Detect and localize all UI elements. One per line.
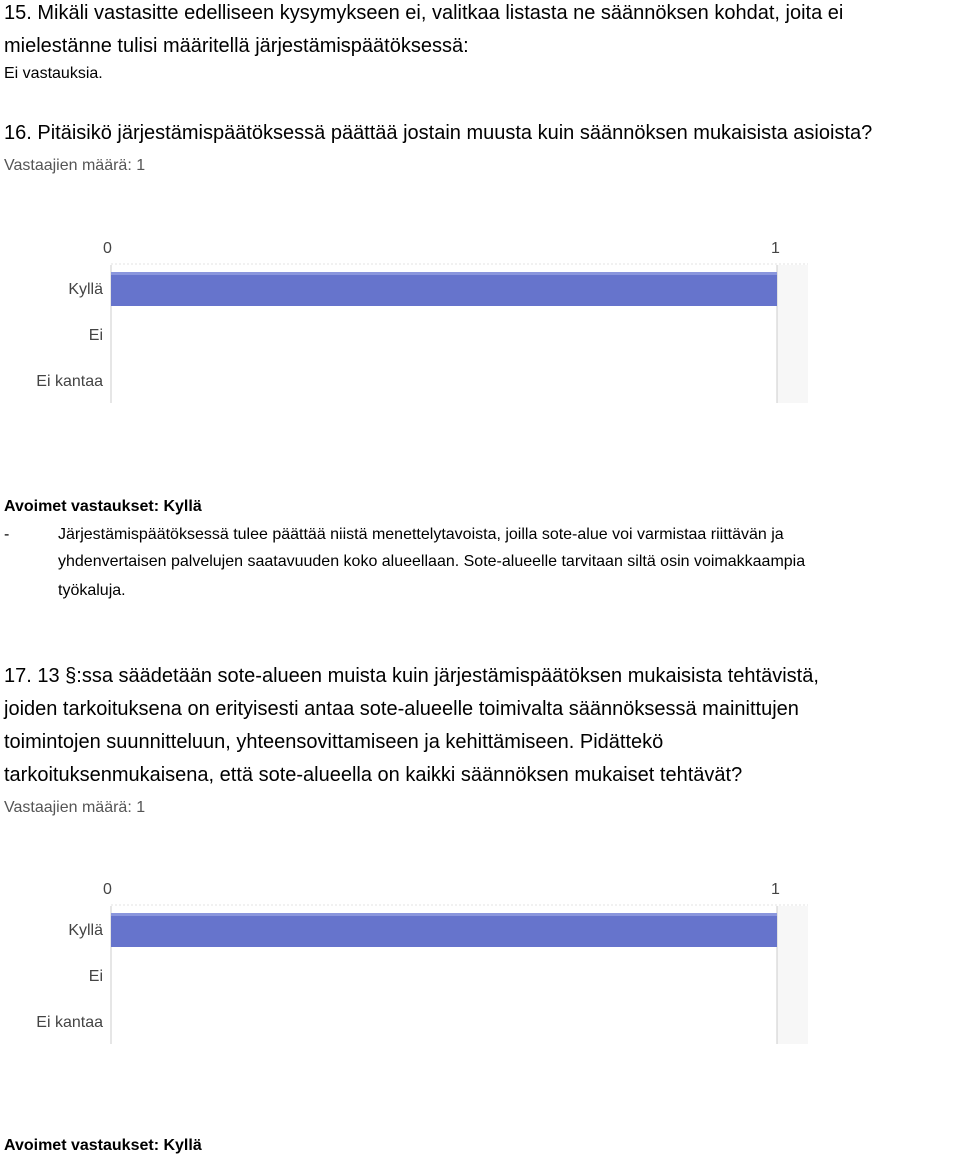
x-tick-label: 1 [771, 881, 780, 898]
y-category-label: Ei [88, 327, 103, 344]
q16-respondents: Vastaajien määrä: 1 [4, 157, 146, 174]
q16-open-answer-line: työkaluja. [58, 582, 126, 599]
y-category-label: Kyllä [68, 922, 103, 939]
x-tick-label: 0 [103, 881, 112, 898]
q17-title-line1: 17. 13 §:ssa säädetään sote-alueen muista kuin järjestämispäätöksen mukaisista tehtävistä, [4, 665, 819, 687]
q16-open-answer-line: Järjestämispäätöksessä tulee päättää niistä menettelytavoista, joilla sote-alue voi varmistaa riittävän ja [58, 526, 784, 543]
q16-open-answers-heading: Avoimet vastaukset: Kyllä [4, 498, 202, 515]
q17-open-answers-heading: Avoimet vastaukset: Kyllä [4, 1137, 202, 1154]
q17-title-line3: toimintojen suunnitteluun, yhteensovittamiseen ja kehittämiseen. Pidättekö [4, 731, 664, 753]
q15-title-line2: mielestänne tulisi määritellä järjestämispäätöksessä: [4, 35, 469, 57]
q17-title-line2: joiden tarkoituksena on erityisesti antaa sote-alueelle toimivalta säännöksessä mainittujen [4, 698, 799, 720]
y-category-label: Ei kantaa [36, 1014, 103, 1031]
q16-title: 16. Pitäisikö järjestämispäätöksessä päättää jostain muusta kuin säännöksen mukaisista asioista? [4, 122, 873, 144]
q15-answer: Ei vastauksia. [4, 65, 103, 82]
y-category-label: Kyllä [68, 281, 103, 298]
q15-title-line1: 15. Mikäli vastasitte edelliseen kysymykseen ei, valitkaa listasta ne säännöksen kohdat, joita ei [4, 2, 844, 24]
bar [111, 913, 777, 947]
x-tick-label: 0 [103, 240, 112, 257]
x-tick-label: 1 [771, 240, 780, 257]
q16-open-answer-dash: - [4, 526, 10, 543]
plot-overflow-area [777, 906, 808, 1044]
q17-title-line4: tarkoituksenmukaisena, että sote-alueella on kaikki säännöksen mukaiset tehtävät? [4, 764, 743, 786]
bar-highlight [111, 913, 777, 916]
y-category-label: Ei [88, 968, 103, 985]
y-category-label: Ei kantaa [36, 373, 103, 390]
q17-respondents: Vastaajien määrä: 1 [4, 799, 146, 816]
q16-open-answer-line: yhdenvertaisen palvelujen saatavuuden koko alueellaan. Sote-alueelle tarvitaan siltä osin voimakkaampia [58, 553, 806, 570]
